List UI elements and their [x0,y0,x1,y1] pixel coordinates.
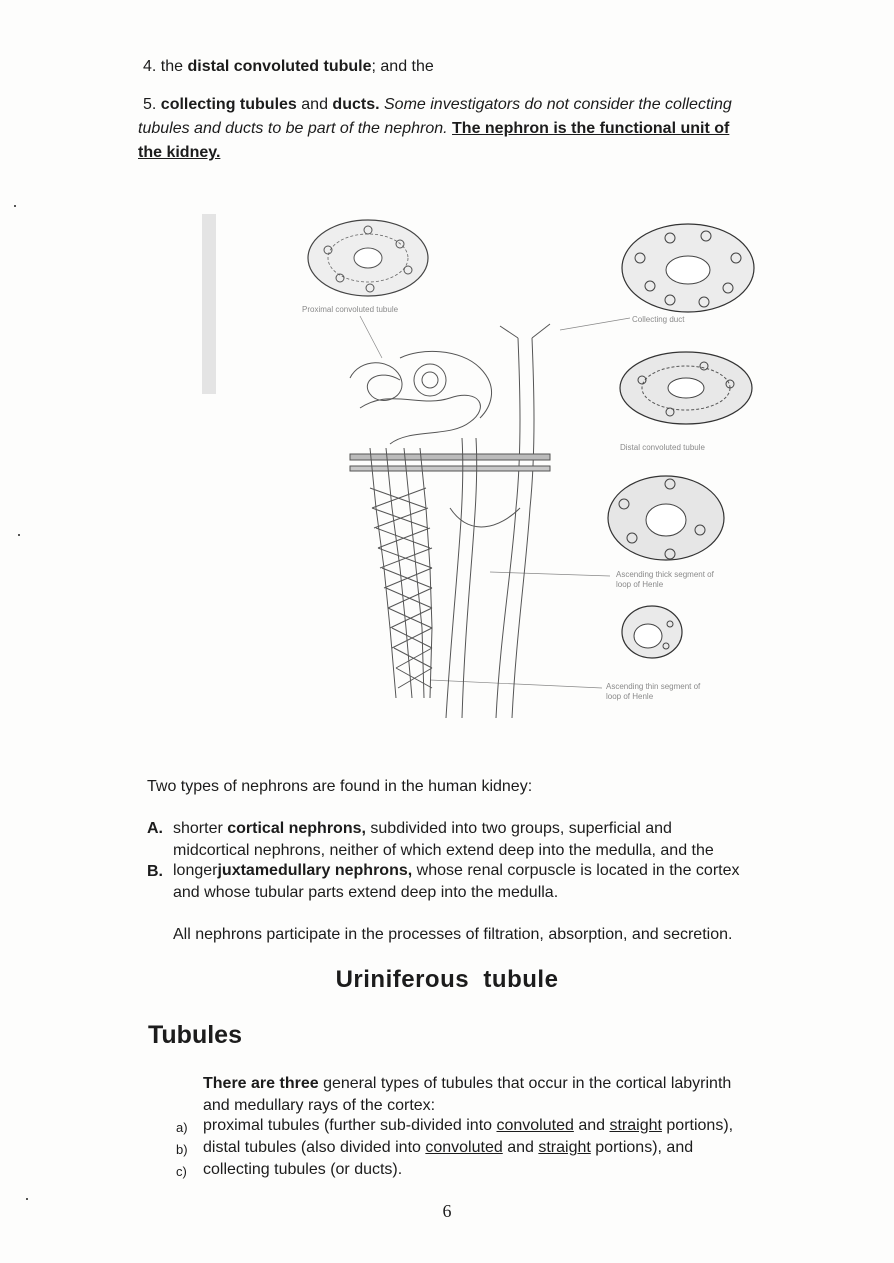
type-b-term: juxtamedullary nephrons, [217,862,413,879]
list-item-b-straight: straight [538,1139,591,1156]
marker-a-text: A. [147,820,163,837]
type-a-line-1 [173,818,672,840]
item-5-number: 5. [143,96,157,113]
label-collecting: Collecting duct [632,315,685,324]
item-5-line-3 [138,142,220,164]
nephron-functional-unit-1: The nephron is the functional unit of [452,120,730,137]
item-4-number: 4. [143,58,157,75]
thick-segment-section [608,476,724,560]
all-nephrons-line [173,924,732,946]
list-marker-c: c) [176,1164,187,1179]
list-item [203,1159,402,1181]
item-4-pre: the [160,58,184,75]
leader-collecting [560,318,630,330]
item-4-post: ; and the [371,58,434,75]
list-item-b-pre: distal tubules (also divided into [203,1139,421,1156]
label-thick-1: Ascending thick segment of [616,570,714,579]
type-b-rest: whose renal corpuscle is located in the cortex [416,862,740,879]
item-5-italic-2: tubules and ducts to be part of the nephron. [138,120,448,137]
nephron-types-intro-text: Two types of nephrons are found in the human kidney: [147,778,533,795]
item-5-term-2: ducts. [332,96,380,113]
leader-thick [490,572,610,576]
marker-b-text: B. [147,863,163,880]
nephron-types-intro [147,776,532,798]
list-item-a-post: portions), [666,1117,734,1134]
page-number: 6 [442,1201,452,1221]
proximal-tubule-section [308,220,428,296]
heading-tubules: Tubules [148,1021,242,1049]
list-item-b-and: and [507,1139,534,1156]
heading-uriniferous-tubule: Uriniferous tubule [335,966,559,993]
list-item-b-post: portions), and [595,1139,694,1156]
tubules-rest: general types of tubules that occur in the cortical labyrinth [323,1075,732,1092]
list-item-b-convoluted: convoluted [425,1139,503,1156]
item-5-line-1 [143,94,732,116]
nephron-illustration [200,208,780,728]
label-thin-1: Ascending thin segment of [606,682,701,691]
leader-proximal [360,316,382,358]
item-5-term-1: collecting tubules [160,96,297,113]
type-a-pre: shorter [173,820,223,837]
item-5-italic-1: Some investigators do not consider the collecting [384,96,732,113]
list-item-c-text: collecting tubules (or ducts). [203,1161,403,1178]
tubules-line-2-text: and medullary rays of the cortex: [203,1097,436,1114]
marker-a [147,818,163,840]
marker-b [147,861,163,883]
type-b-line-1 [173,860,740,882]
nephron-functional-unit-2: the kidney. [138,144,221,161]
type-b-line-2-text: and whose tubular parts extend deep into the medulla. [173,884,559,901]
all-nephrons-text: All nephrons participate in the processes of filtration, absorption, and secretion. [173,926,733,943]
list-item-a-and: and [578,1117,606,1134]
list-item-a-straight: straight [609,1117,662,1134]
leader-thin [430,680,602,688]
scan-speck [26,1198,28,1200]
item-4-line [143,56,434,78]
type-a-term: cortical nephrons, [227,820,366,837]
type-b-line-2 [173,882,558,904]
type-a-rest: subdivided into two groups, superficial and [370,820,672,837]
scan-shadow [202,214,216,394]
thin-segment-section [622,606,682,658]
list-item-a-convoluted: convoluted [496,1117,574,1134]
label-thin-2: loop of Henle [606,692,654,701]
list-item-a-pre: proximal tubules (further sub-divided into [203,1117,493,1134]
item-4-term: distal convoluted tubule [187,58,372,75]
tubules-line-2 [203,1095,435,1117]
label-proximal: Proximal convoluted tubule [302,305,399,314]
nephron-body [350,324,550,718]
list-item [203,1115,733,1137]
type-b-pre: longer [173,862,218,879]
label-thick-2: loop of Henle [616,580,664,589]
nephron-figure [200,208,780,728]
type-a-line-2-text: midcortical nephrons, neither of which extend deep into the medulla, and the [173,842,714,859]
label-distal: Distal convoluted tubule [620,443,705,452]
list-item [203,1137,693,1159]
collecting-duct-section [622,224,754,312]
item-5-and: and [301,96,328,113]
tubules-bold: There are three [203,1075,319,1092]
type-a-line-2 [173,840,714,862]
tubules-line-1 [203,1073,731,1095]
scan-speck [18,534,20,536]
list-marker-a: a) [176,1120,188,1135]
distal-tubule-section [620,352,752,424]
list-marker-b: b) [176,1142,188,1157]
scan-speck [14,205,16,207]
item-5-line-2 [138,118,729,140]
